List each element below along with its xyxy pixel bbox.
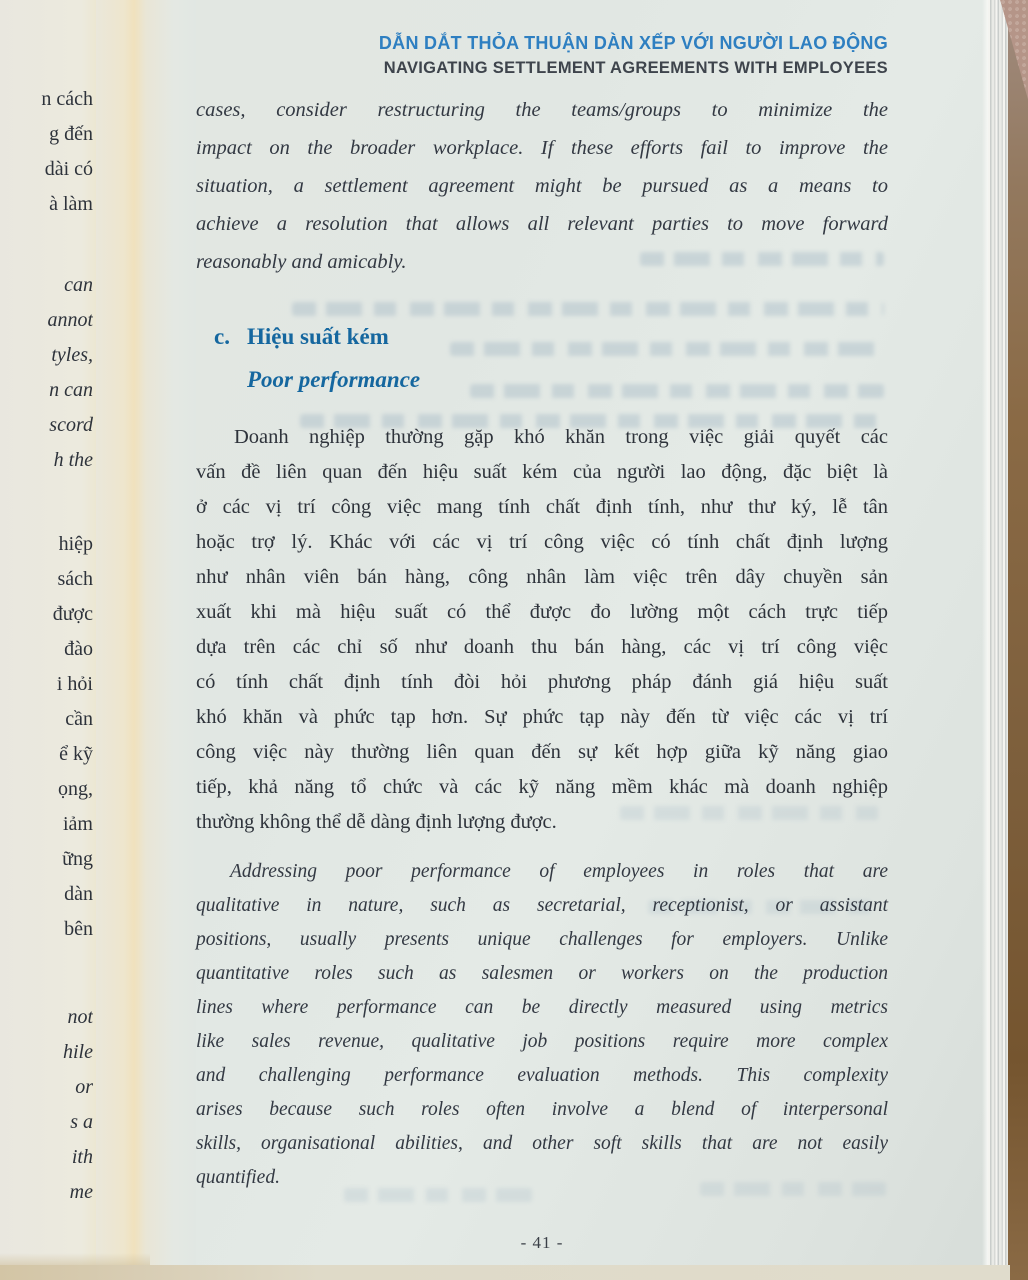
running-header-english: NAVIGATING SETTLEMENT AGREEMENTS WITH EMPLOYEES: [383, 59, 888, 77]
text-line: qualitative in nature, such as secretarial, receptionist, or assistant: [196, 895, 888, 916]
section-marker: c.: [214, 324, 230, 349]
left-page-text-fragment: or: [75, 1076, 93, 1098]
paragraph-vietnamese: [196, 420, 888, 840]
left-page-text-fragment: hiệp: [58, 533, 93, 555]
left-page-text-fragment: i hỏi: [56, 673, 93, 695]
left-page-text-fragment: được: [52, 603, 93, 625]
left-page-text-fragment: annot: [47, 309, 93, 331]
bleed-through-text: [470, 384, 884, 398]
left-page-text-fragment: tyles,: [51, 344, 93, 366]
text-line: and challenging performance evaluation methods. This complexity: [196, 1065, 888, 1086]
left-page-text-fragment: đào: [64, 638, 93, 660]
text-line: hoặc trợ lý. Khác với các vị trí công việc có tính chất định lượng: [196, 531, 888, 553]
text-line: vấn đề liên quan đến hiệu suất kém của người lao động, đặc biệt là: [196, 461, 888, 483]
left-page-text-fragment: can: [64, 274, 93, 296]
text-line: công việc này thường liên quan đến sự kết hợp giữa kỹ năng giao: [196, 741, 888, 763]
left-page-text-fragment: sách: [57, 568, 93, 590]
left-page-text-fragment: g đến: [49, 123, 93, 145]
left-page-text-fragment: ọng,: [58, 778, 93, 800]
text-line: ở các vị trí công việc mang tính chất định tính, như thư ký, lễ tân: [196, 496, 888, 518]
bleed-through-text: [450, 342, 884, 356]
table-surface: [1008, 0, 1028, 1280]
text-line: impact on the broader workplace. If these efforts fail to improve the: [196, 137, 888, 159]
left-page-text-fragment: bên: [64, 918, 93, 940]
text-line: quantified.: [196, 1167, 280, 1188]
left-page-text-fragment: dài có: [44, 158, 93, 180]
text-line: lines where performance can be directly measured using metrics: [196, 997, 888, 1018]
text-line: tiếp, khả năng tổ chức và các kỹ năng mềm khác mà doanh nghiệp: [196, 776, 888, 798]
left-page-fragments-italic-lower: [0, 1000, 93, 1210]
left-page-fragments-vietnamese-top: [0, 82, 93, 222]
page-content: [196, 0, 888, 1280]
book-gutter-fold: [96, 0, 196, 1280]
text-line: thường không thể dễ dàng định lượng được.: [196, 811, 557, 833]
text-line: like sales revenue, qualitative job positions require more complex: [196, 1031, 888, 1052]
left-page-text-fragment: ể kỹ: [59, 743, 93, 765]
bleed-through-text: [292, 302, 884, 316]
left-page-text-fragment: not: [67, 1006, 93, 1028]
left-page-text-fragment: ith: [71, 1146, 93, 1168]
text-line: xuất khi mà hiệu suất có thể được đo lường một cách trực tiếp: [196, 601, 888, 623]
left-page-text-fragment: s a: [70, 1111, 93, 1133]
left-page-text-fragment: me: [69, 1181, 93, 1203]
text-line: như nhân viên bán hàng, công nhân làm việc trên dây chuyền sản: [196, 566, 888, 588]
text-line: Doanh nghiệp thường gặp khó khăn trong việc giải quyết các: [234, 426, 888, 448]
book-page-edges: [988, 0, 1010, 1280]
text-line: situation, a settlement agreement might be pursued as a means to: [196, 175, 888, 197]
left-page-text-fragment: scord: [49, 414, 93, 436]
left-page-text-fragment: n can: [49, 379, 93, 401]
text-line: positions, usually presents unique challenges for employers. Unlike: [196, 929, 888, 950]
left-page-text-fragment: à làm: [49, 193, 93, 215]
book-bottom-edges: [0, 1265, 1010, 1280]
running-header-vietnamese: DẪN DẮT THỎA THUẬN DÀN XẾP VỚI NGƯỜI LAO ĐỘNG: [378, 33, 888, 53]
left-page-text-fragment: cần: [65, 708, 93, 730]
left-page-text-fragment: n cách: [41, 88, 93, 110]
left-page-fragments-italic-upper: [0, 268, 93, 478]
text-line: khó khăn và phức tạp hơn. Sự phức tạp này đến từ việc các vị trí: [196, 706, 888, 728]
text-line: có tính chất định tính đòi hỏi phương pháp đánh giá hiệu suất: [196, 671, 888, 693]
paragraph-english: [196, 855, 888, 1195]
running-header: [379, 30, 888, 80]
left-page-text-fragment: hile: [63, 1041, 93, 1063]
section-title-vietnamese: Hiệu suất kém: [247, 324, 389, 349]
right-page: [196, 0, 988, 1280]
section-heading: [214, 322, 389, 352]
section-title-english: Poor performance: [247, 367, 421, 392]
left-page-edge: [0, 0, 96, 1280]
text-line: skills, organisational abilities, and other soft skills that are not easily: [196, 1133, 888, 1154]
left-page-text-fragment: h the: [53, 449, 93, 471]
text-line: dựa trên các chỉ số như doanh thu bán hàng, các vị trí công việc: [196, 636, 888, 658]
text-line: cases, consider restructuring the teams/groups to minimize the: [196, 99, 888, 121]
text-line: arises because such roles often involve a blend of interpersonal: [196, 1099, 888, 1120]
left-page-text-fragment: dàn: [64, 883, 93, 905]
left-page-text-fragment: iảm: [63, 813, 93, 835]
page-number: - 41 -: [520, 1233, 564, 1252]
paragraph-english-intro: [196, 91, 888, 281]
left-page-fragments-vietnamese-middle: [0, 527, 93, 947]
text-line: quantitative roles such as salesmen or workers on the production: [196, 963, 888, 984]
left-page-text-fragment: ững: [62, 848, 93, 870]
text-line: achieve a resolution that allows all relevant parties to move forward: [196, 213, 888, 235]
text-line: reasonably and amicably.: [196, 251, 407, 273]
text-line: Addressing poor performance of employees in roles that are: [230, 861, 888, 882]
